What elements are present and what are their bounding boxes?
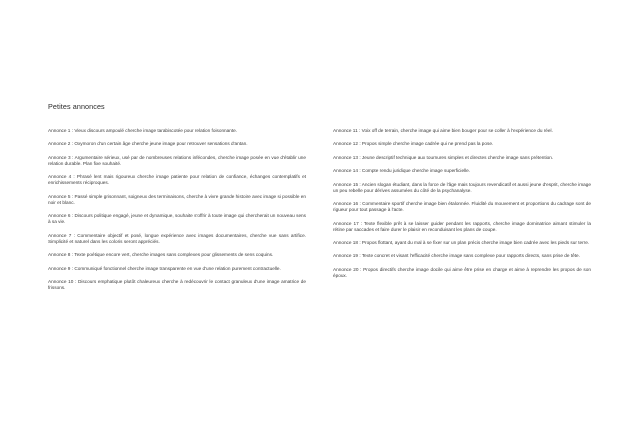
annonce-8: Annonce 8 : Texte poétique encore vert, cherche images sans complexes pour glissements de sens coquins.: [48, 252, 274, 258]
annonce-11: Annonce 11 : Voix off de terrain, cherche image qui aime bien bouger pour se coller à l'expérience du réel.: [333, 128, 553, 133]
annonce-5: Annonce 5 : Passé simple grisonnant, soigneux des terminaisons, cherche à vivre grande histoire avec image si possible en noir et blanc.: [48, 193, 306, 205]
left-column: [48, 128, 306, 298]
annonce-7: Annonce 7 : Commentaire objectif et posé, longue expérience avec images documentaires, cherche vue sans artifice. Simplicité et naturel dans les coloris seront appréciés.: [48, 232, 306, 244]
annonce-2: Annonce 2 : Oxymoron d'un certain âge cherche jeune image pour retrouver sensations d'antan.: [48, 141, 248, 147]
annonce-12: Annonce 12 : Propos simple cherche image cadrée qui ne prend pas la pose.: [333, 141, 494, 147]
annonce-19: Annonce 19 : Texte concret et visant l'efficacité cherche image sans complexe pour rapports directs, sans prise de tête.: [333, 253, 580, 259]
annonce-9: Annonce 9 : Communiqué fonctionnel cherche image transparente en vue d'une relation purement contractuelle.: [48, 265, 281, 271]
annonce-6: Annonce 6 : Discours politique engagé, jeune et dynamique, souhaite s'offrir à toute image qui chercherait un nouveau sens à sa vie.: [48, 213, 306, 225]
annonce-14: Annonce 14 : Compte rendu juridique cherche image superficielle.: [333, 168, 471, 174]
annonce-10: Annonce 10 : Discours emphatique plutôt chaleureux cherche à redécouvrir le contact granuleux d'une image amatrice de frissons.: [48, 278, 306, 291]
annonce-13: Annonce 13 : Jeune descriptif technique aux tournures simples et directes cherche image sans prétention.: [333, 154, 554, 160]
annonce-3: Annonce 3 : Argumentaire sérieux, usé par de nombreuses relations infécondes, cherche image posée en vue d'établir une relation durable. Plan fixe souhaité.: [48, 154, 306, 166]
annonce-4: Annonce 4 : Phrasé lent mais rigoureux cherche image patiente pour relation de confiance, échanges contemplatifs et enrichissements réciproques.: [48, 174, 306, 186]
annonce-20: Annonce 20 : Propos directifs cherche image docile qui aime être prise en charge et aime à reprendre les propos de son époux.: [333, 266, 591, 278]
right-column: [333, 128, 591, 286]
annonce-18: Annonce 18 : Propos flottant, ayant du mal à se fixer sur un plan précis cherche image bien cadrée avec les pieds sur terre.: [333, 240, 590, 246]
annonce-1: Annonce 1 : Vieux discours ampoulé cherche image tarabiscotée pour relation foisonnante.: [48, 128, 238, 133]
annonce-15: Annonce 15 : Ancien slogan étudiant, dans la force de l'âge mais toujours revendicatif et aussi jeune d'esprit, cherche image un peu rebelle pour dérives assumées du côté de la psychanalyse.: [333, 181, 591, 193]
page-title: Petites annonces: [48, 102, 105, 111]
annonce-16: Annonce 16 : Commentaire sportif cherche image bien étalonnée. Fluidité du mouvement et proportions du cadrage sont de rigueur pour tout passage à l'acte.: [333, 201, 591, 213]
annonce-17: Annonce 17 : Texte flexible prêt à se laisser guider pendant les rapports, cherche image dominatrice aimant stimuler la rétine par saccades et faire durer le plaisir en reconduisant les plans de coupe.: [333, 220, 591, 232]
